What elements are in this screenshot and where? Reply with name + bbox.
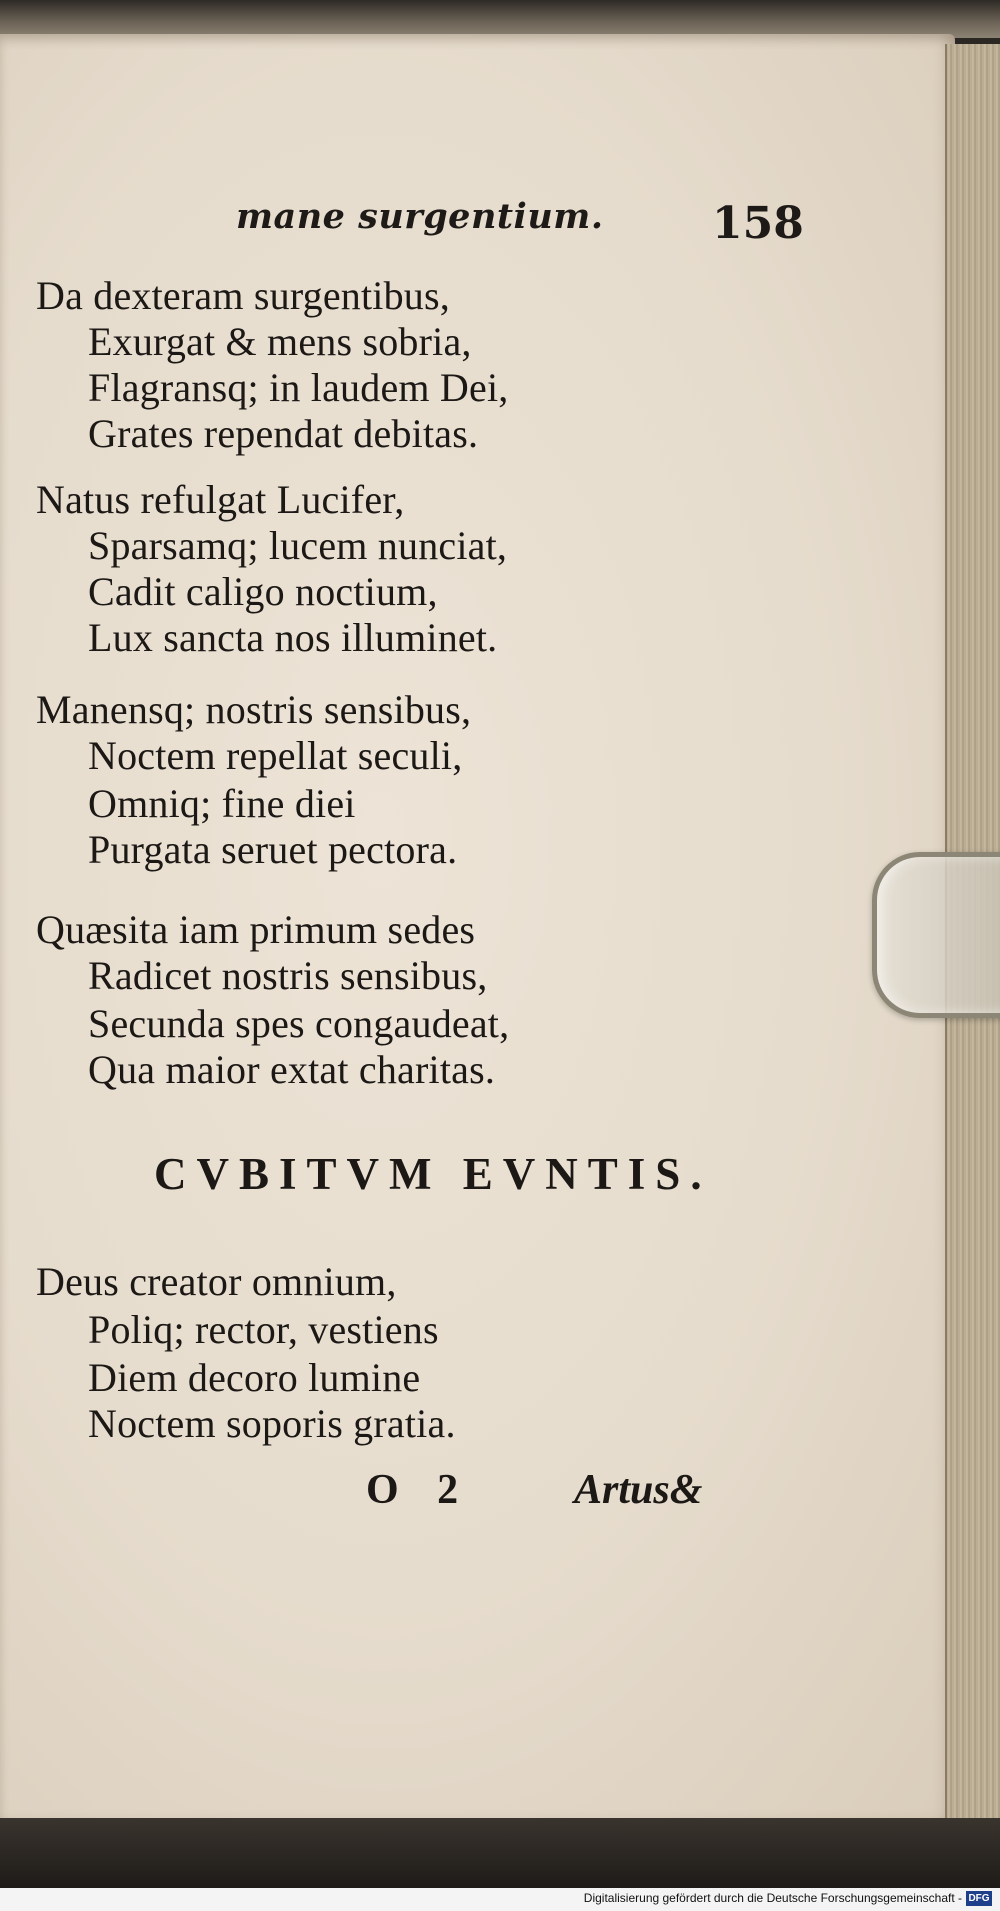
verse-line: Cadit caligo noctium, xyxy=(88,569,438,614)
verse-line: Secunda spes congaudeat, xyxy=(88,1001,510,1046)
dfg-logo-icon: DFG xyxy=(966,1891,992,1906)
verse-line: Noctem soporis gratia. xyxy=(88,1401,456,1446)
page-number: 158 xyxy=(712,198,804,249)
verse-line: Poliq; rector, vestiens xyxy=(88,1307,439,1352)
footer-bar xyxy=(0,1888,1000,1911)
verse-line: Deus creator omnium, xyxy=(36,1259,397,1304)
verse-line: Noctem repellat seculi, xyxy=(88,733,463,778)
clasp-icon xyxy=(872,852,1000,1018)
verse-line: Sparsamq; lucem nunciat, xyxy=(88,523,508,568)
verse-line: Diem decoro lumine xyxy=(88,1355,421,1400)
book-bottom-shadow xyxy=(0,1818,1000,1888)
verse-line: Da dexteram surgentibus, xyxy=(36,273,450,318)
verse-line: Manensq; nostris sensibus, xyxy=(36,687,472,732)
verse-line: Radicet nostris sensibus, xyxy=(88,953,488,998)
running-head: mane surgentium. xyxy=(236,196,604,237)
section-title: CVBITVM EVNTIS. xyxy=(154,1149,712,1199)
verse-line: Natus refulgat Lucifer, xyxy=(36,477,405,522)
verse-line: Qua maior extat charitas. xyxy=(88,1047,496,1092)
book-top-edge xyxy=(0,0,1000,38)
verse-line: Purgata seruet pectora. xyxy=(88,827,458,872)
verse-line: Omniq; fine diei xyxy=(88,781,356,826)
verse-line: Quæsita iam primum sedes xyxy=(36,907,476,952)
verse-line: Flagransq; in laudem Dei, xyxy=(88,365,509,410)
verse-line: Exurgat & mens sobria, xyxy=(88,319,472,364)
signature-mark: O 2 xyxy=(366,1467,473,1513)
footer-credit: Digitalisierung gefördert durch die Deutsche Forschungsgemeinschaft - xyxy=(583,1891,962,1905)
verse-line: Lux sancta nos illuminet. xyxy=(88,615,498,660)
verse-line: Grates rependat debitas. xyxy=(88,411,479,456)
catchword: Artus& xyxy=(574,1467,703,1513)
